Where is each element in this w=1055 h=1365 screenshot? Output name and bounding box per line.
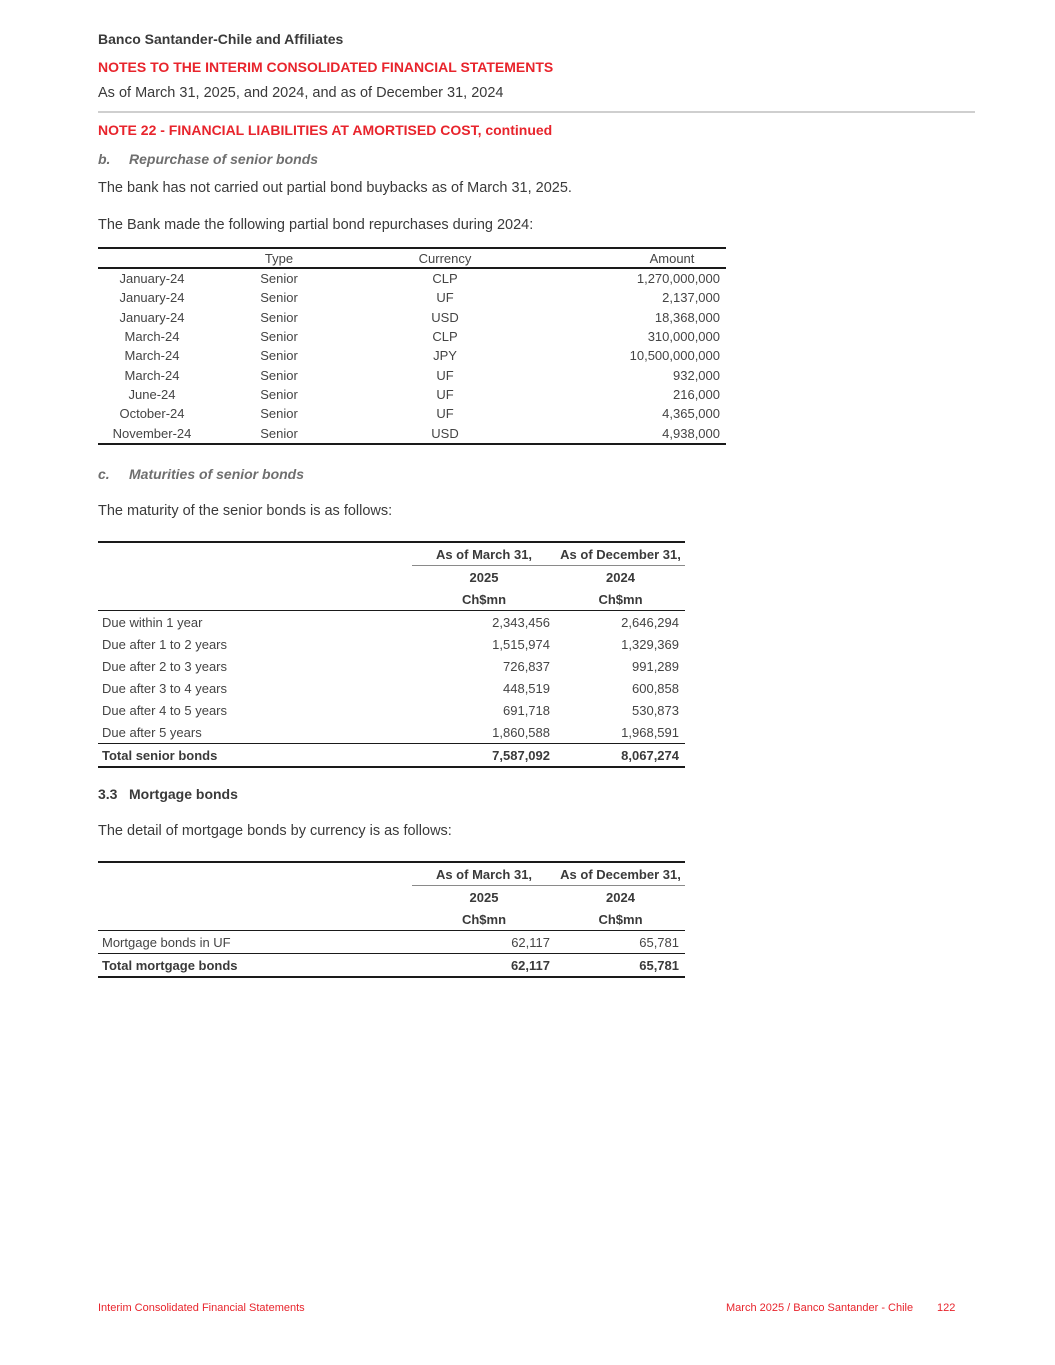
maturity-row — [98, 699, 685, 721]
repurchases-header-date — [98, 248, 206, 268]
company-name: Banco Santander-Chile and Affiliates — [98, 31, 344, 47]
maturity-col1-value: 448,519 — [503, 680, 550, 696]
repurchase-row — [98, 268, 726, 288]
mortgage-col2-value: 65,781 — [639, 934, 679, 950]
mortgage-total-col1-value: 62,117 — [412, 954, 556, 978]
repurchase-date-cell: January-24 — [119, 290, 185, 306]
section-c-letter: c. — [98, 466, 110, 482]
repurchase-currency-cell: UF — [436, 367, 454, 383]
repurchase-currency-cell: UF — [436, 290, 454, 306]
maturity-col1-value: 1,515,974 — [492, 636, 550, 652]
section-c-title: Maturities of senior bonds — [129, 466, 305, 482]
repurchase-currency-cell: UF — [436, 386, 454, 402]
maturity-col2-value: 1,329,369 — [621, 636, 679, 652]
maturity-row — [98, 655, 685, 677]
repurchase-date-cell: March-24 — [124, 348, 180, 364]
maturity-row — [98, 721, 685, 744]
repurchase-date-cell: January-24 — [119, 271, 185, 287]
maturity-row — [98, 677, 685, 699]
maturities-header-row-1 — [98, 542, 685, 566]
mortgage-total-label: Total mortgage bonds — [98, 954, 412, 978]
repurchases-header-amount: Amount — [538, 248, 726, 268]
repurchase-date-cell: October-24 — [119, 406, 185, 422]
mortgage-col2-year: 2024 — [606, 889, 635, 905]
repurchase-amount-cell: 2,137,000 — [662, 290, 720, 306]
repurchase-type-cell: Senior — [260, 329, 298, 345]
maturity-total-row — [98, 744, 685, 768]
maturity-row — [98, 611, 685, 634]
repurchase-type-cell: Senior — [260, 367, 298, 383]
repurchase-amount-cell: 216,000 — [673, 386, 720, 402]
repurchase-amount-cell: 1,270,000,000 — [636, 271, 720, 287]
maturities-col2-unit: Ch$mn — [556, 588, 685, 611]
maturity-total-label: Total senior bonds — [98, 744, 412, 768]
mortgage-label: Mortgage bonds in UF — [102, 934, 231, 950]
repurchase-amount-cell: 932,000 — [673, 367, 720, 383]
section-33-title: Mortgage bonds — [129, 786, 238, 802]
mortgage-col1-value: 62,117 — [511, 934, 550, 950]
section-b-letter: b. — [98, 151, 111, 167]
repurchase-row — [98, 308, 726, 327]
repurchase-row — [98, 423, 726, 443]
repurchase-row — [98, 288, 726, 307]
mortgage-header-row-1 — [98, 862, 685, 886]
section-33-heading — [98, 786, 238, 802]
mortgage-col2-unit: Ch$mn — [556, 908, 685, 931]
maturity-col1-value: 2,343,456 — [492, 614, 550, 630]
mortgage-col1-unit: Ch$mn — [412, 908, 556, 931]
repurchase-row — [98, 346, 726, 365]
repurchase-date-cell: January-24 — [119, 309, 185, 325]
maturity-label: Due after 1 to 2 years — [102, 636, 228, 652]
repurchase-currency-cell: UF — [436, 406, 454, 422]
maturities-col2-period: As of December 31, — [556, 542, 685, 566]
section-c-paragraph: The maturity of the senior bonds is as follows: — [98, 503, 393, 519]
maturities-col1-unit: Ch$mn — [412, 588, 556, 611]
maturity-col2-value: 530,873 — [632, 702, 679, 718]
header-divider — [98, 111, 975, 113]
repurchase-currency-cell: CLP — [432, 271, 458, 287]
repurchase-type-cell: Senior — [260, 309, 298, 325]
repurchase-date-cell: June-24 — [128, 386, 176, 402]
page-number: 122 — [937, 1302, 956, 1314]
repurchases-header-row — [98, 248, 726, 268]
maturity-col2-value: 1,968,591 — [621, 724, 679, 740]
maturities-header-row-3 — [98, 588, 685, 611]
mortgage-col2-period: As of December 31, — [556, 862, 685, 886]
maturity-label: Due within 1 year — [102, 614, 203, 630]
maturities-header-row-2 — [98, 566, 685, 589]
repurchase-amount-cell: 10,500,000,000 — [629, 348, 720, 364]
maturities-table — [98, 541, 685, 768]
section-33-paragraph: The detail of mortgage bonds by currency is as follows: — [98, 823, 452, 839]
repurchase-type-cell: Senior — [260, 406, 298, 422]
repurchase-date-cell: March-24 — [124, 329, 180, 345]
repurchase-type-cell: Senior — [206, 423, 352, 443]
mortgage-total-row — [98, 954, 685, 978]
maturity-col1-value: 1,860,588 — [492, 724, 550, 740]
repurchase-type-cell: Senior — [260, 386, 298, 402]
mortgage-row — [98, 931, 685, 954]
section-b-title: Repurchase of senior bonds — [129, 151, 319, 167]
repurchase-amount-cell: 4,365,000 — [662, 406, 720, 422]
mortgage-header-row-2 — [98, 886, 685, 909]
maturities-col2-year: 2024 — [606, 569, 635, 585]
section-b-paragraph-2: The Bank made the following partial bond repurchases during 2024: — [98, 217, 534, 233]
maturity-col1-value: 726,837 — [503, 658, 550, 674]
repurchase-type-cell: Senior — [260, 290, 298, 306]
mortgage-header-row-3 — [98, 908, 685, 931]
repurchase-date-cell: March-24 — [124, 367, 180, 383]
mortgage-table — [98, 861, 685, 978]
repurchase-row — [98, 327, 726, 346]
maturity-col2-value: 600,858 — [632, 680, 679, 696]
maturity-total-col2-value: 8,067,274 — [556, 744, 685, 768]
repurchases-header-type: Type — [206, 248, 352, 268]
repurchase-amount-cell: 310,000,000 — [647, 329, 720, 345]
repurchases-table — [98, 247, 726, 445]
repurchase-amount-cell: 4,938,000 — [538, 423, 726, 443]
mortgage-col1-period: As of March 31, — [412, 862, 556, 886]
repurchase-type-cell: Senior — [260, 271, 298, 287]
maturity-col2-value: 991,289 — [632, 658, 679, 674]
section-33-number: 3.3 — [98, 786, 118, 802]
maturity-label: Due after 2 to 3 years — [102, 658, 228, 674]
repurchases-header-currency: Currency — [352, 248, 538, 268]
maturity-col1-value: 691,718 — [503, 702, 550, 718]
repurchase-date-cell: November-24 — [98, 423, 206, 443]
footer-document-title: Interim Consolidated Financial Statements — [98, 1302, 305, 1314]
section-b-heading — [98, 151, 318, 167]
repurchase-currency-cell: CLP — [432, 329, 458, 345]
maturities-col1-year: 2025 — [469, 569, 499, 585]
section-b-paragraph-1: The bank has not carried out partial bond buybacks as of March 31, 2025. — [98, 180, 572, 196]
repurchase-amount-cell: 18,368,000 — [654, 309, 720, 325]
maturity-total-col1-value: 7,587,092 — [412, 744, 556, 768]
repurchase-currency-cell: JPY — [433, 348, 457, 364]
maturity-label: Due after 5 years — [102, 724, 202, 740]
repurchase-currency-cell: USD — [352, 423, 538, 443]
note-title: NOTE 22 - FINANCIAL LIABILITIES AT AMORTISED COST, continued — [98, 122, 553, 138]
repurchase-row — [98, 365, 726, 384]
mortgage-total-col2-value: 65,781 — [556, 954, 685, 978]
period-subtitle: As of March 31, 2025, and 2024, and as of December 31, 2024 — [98, 85, 504, 101]
notes-title: NOTES TO THE INTERIM CONSOLIDATED FINANCIAL STATEMENTS — [98, 59, 554, 75]
maturity-label: Due after 3 to 4 years — [102, 680, 228, 696]
repurchase-currency-cell: USD — [431, 309, 459, 325]
maturity-label: Due after 4 to 5 years — [102, 702, 228, 718]
maturities-col1-period: As of March 31, — [412, 542, 556, 566]
repurchase-row — [98, 404, 726, 423]
footer-report-label: March 2025 / Banco Santander - Chile — [726, 1302, 914, 1314]
repurchase-row — [98, 385, 726, 404]
maturity-row — [98, 633, 685, 655]
section-c-heading — [98, 466, 304, 482]
mortgage-col1-year: 2025 — [469, 889, 499, 905]
repurchase-type-cell: Senior — [260, 348, 298, 364]
maturity-col2-value: 2,646,294 — [621, 614, 679, 630]
